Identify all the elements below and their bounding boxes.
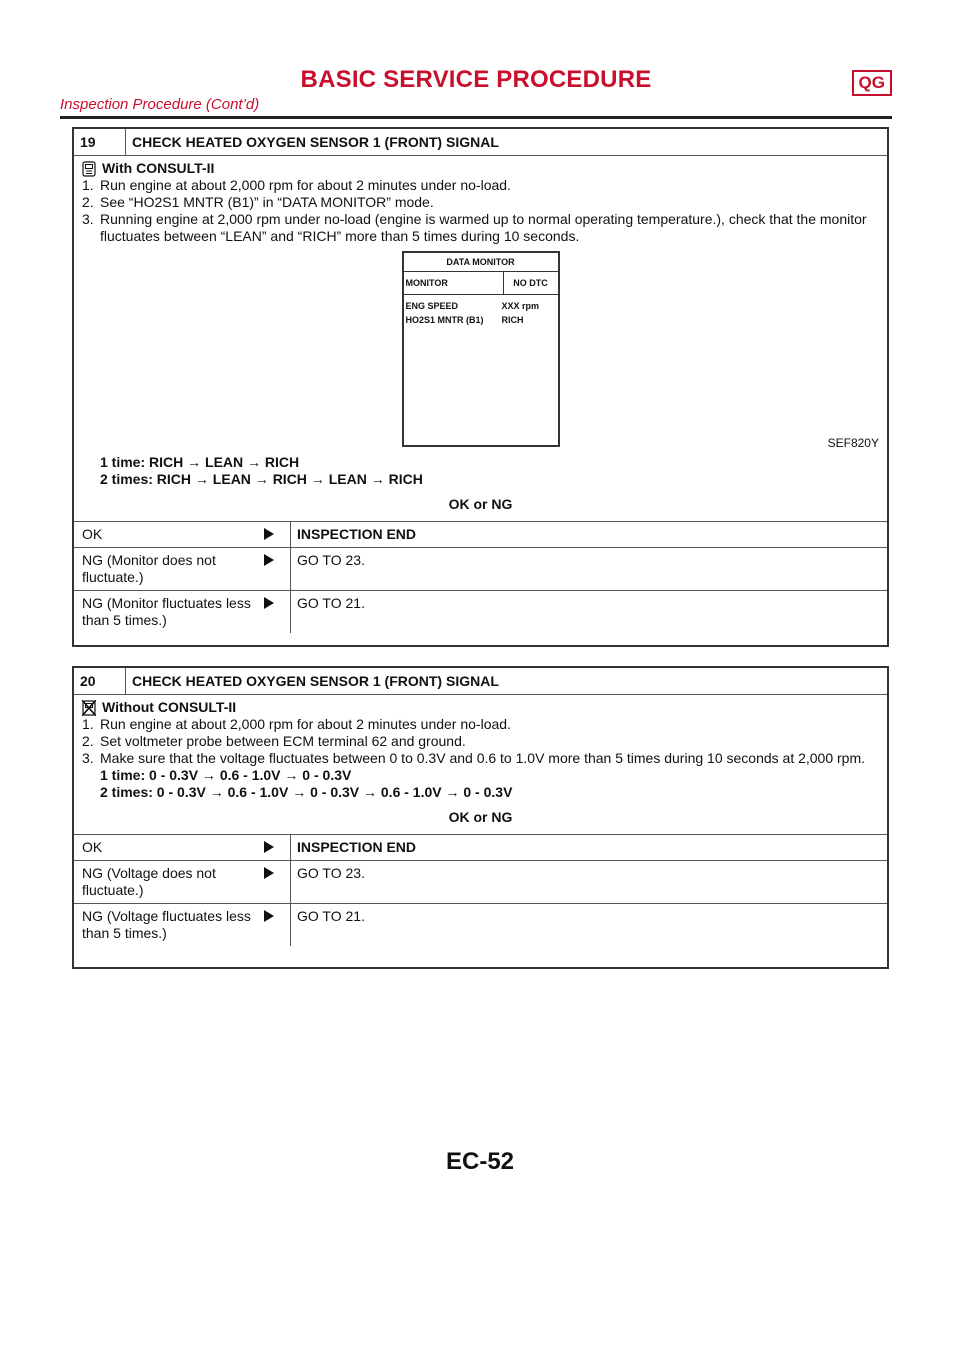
screen-title: DATA MONITOR: [404, 253, 558, 272]
screen-row: HO2S1 MNTR (B1) RICH: [405, 315, 524, 325]
result-condition: NG (Monitor does not fluctuate.): [82, 552, 216, 585]
result-action: GO TO 23.: [290, 548, 887, 590]
instruction-item: 1. Run engine at about 2,000 rpm for about 2 minutes under no-load.: [82, 716, 511, 732]
arrow-right-icon: [264, 548, 290, 590]
result-row: [74, 903, 887, 946]
pattern-line: 2 times: RICH → LEAN → RICH → LEAN → RICH: [100, 471, 423, 487]
figure-code: SEF820Y: [827, 436, 879, 450]
step-19-box: [72, 127, 889, 647]
instruction-item: 3. Running engine at 2,000 rpm under no-load (engine is warmed up to normal operating temperature.), check that the monitor fluctuates between “LEAN” and “RICH” more than 5 times during 10 seconds.: [82, 211, 867, 244]
step-19-header: [74, 129, 887, 156]
result-condition: OK: [82, 526, 103, 542]
arrow-right-icon: [264, 861, 290, 903]
page-subtitle: Inspection Procedure (Cont’d): [60, 96, 260, 113]
result-action: GO TO 21.: [290, 591, 887, 633]
section-badge: QG: [852, 70, 892, 96]
mode-label: Without CONSULT-II: [102, 699, 237, 715]
pattern-line: 1 time: 0 - 0.3V → 0.6 - 1.0V → 0 - 0.3V: [100, 767, 352, 783]
mode-label: With CONSULT-II: [102, 160, 215, 176]
result-condition: OK: [82, 839, 103, 855]
instruction-item: 3. Make sure that the voltage fluctuates between 0 to 0.3V and 0.6 to 1.0V more than 5 times during 10 seconds at 2,000 rpm.: [82, 750, 866, 766]
result-action: GO TO 23.: [290, 861, 887, 903]
arrow-right-icon: [264, 904, 290, 946]
instruction-item: 2. Set voltmeter probe between ECM terminal 62 and ground.: [82, 733, 466, 749]
screen-tab-monitor: MONITOR: [404, 272, 504, 294]
step-20-box: [72, 666, 889, 969]
mode-line: [82, 160, 879, 177]
pattern-line: 2 times: 0 - 0.3V → 0.6 - 1.0V → 0 - 0.3V → 0.6 - 1.0V → 0 - 0.3V: [100, 784, 513, 800]
result-condition: NG (Voltage fluctuates less than 5 times.): [82, 908, 251, 941]
screen-tab-status: NO DTC: [513, 278, 548, 288]
page-number: EC-52: [445, 1148, 515, 1175]
arrow-right-icon: [264, 591, 290, 633]
step-19-body: [74, 156, 887, 521]
ok-or-ng-label: OK or NG: [448, 809, 513, 825]
header-rule: [60, 116, 892, 119]
pattern-line: 1 time: RICH → LEAN → RICH: [100, 454, 300, 470]
step-number: 19: [74, 129, 126, 155]
result-row: [74, 521, 887, 547]
instruction-item: 1. Run engine at about 2,000 rpm for about 2 minutes under no-load.: [82, 177, 511, 193]
step-number: 20: [74, 668, 126, 694]
instruction-item: 2. See “HO2S1 MNTR (B1)” in “DATA MONITOR” mode.: [82, 194, 434, 210]
result-row: [74, 834, 887, 860]
screen-row: ENG SPEED XXX rpm: [405, 301, 540, 311]
no-consult-tester-icon: [82, 700, 96, 716]
screen-tabs: [404, 272, 558, 295]
mode-line: [82, 699, 879, 716]
result-row: [74, 547, 887, 590]
consult-tester-icon: [82, 161, 96, 177]
ok-or-ng-label: OK or NG: [448, 496, 513, 512]
result-condition: NG (Voltage does not fluctuate.): [82, 865, 216, 898]
arrow-right-icon: [264, 522, 290, 547]
result-row: [74, 860, 887, 903]
result-condition: NG (Monitor fluctuates less than 5 times.): [82, 595, 251, 628]
step-title: CHECK HEATED OXYGEN SENSOR 1 (FRONT) SIGNAL: [132, 672, 499, 689]
result-action: INSPECTION END: [290, 835, 887, 860]
result-row: [74, 590, 887, 633]
page-title: BASIC SERVICE PROCEDURE: [300, 66, 652, 93]
step-20-body: [74, 695, 887, 834]
step-title: CHECK HEATED OXYGEN SENSOR 1 (FRONT) SIGNAL: [132, 133, 499, 150]
data-monitor-screen-figure: [402, 251, 560, 447]
arrow-right-icon: [264, 835, 290, 860]
result-action: INSPECTION END: [290, 522, 887, 547]
step-20-header: [74, 668, 887, 695]
result-action: GO TO 21.: [290, 904, 887, 946]
